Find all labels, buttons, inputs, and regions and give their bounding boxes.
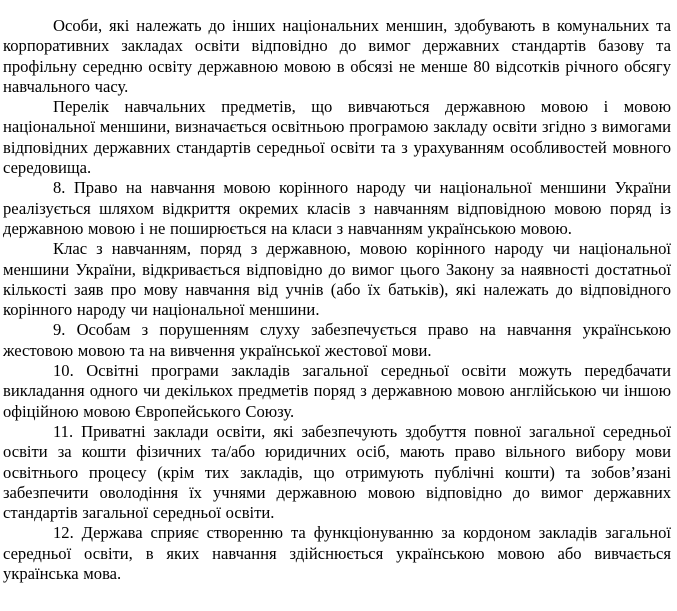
paragraph-subjects-list: Перелік навчальних предметів, що вивчаються державною мовою і мовою національної меншини, визначається освітньою програмою закладу освіти згідно з вимогами відповідних державних стандартів середньої освіти та з урахуванням особливостей мовного середовища. xyxy=(3,97,671,178)
paragraph-item-8: 8. Право на навчання мовою корінного народу чи національної меншини України реалізується шляхом відкриття окремих класів з навчанням відповідною мовою поряд із державною мовою і не поширюється на класи з навчанням українською мовою. xyxy=(3,178,671,238)
paragraph-other-minorities: Особи, які належать до інших національних меншин, здобувають в комунальних та корпоративних закладах освіти відповідно до вимог державних стандартів базову та профільну середню освіту державною мовою в обсязі не менше 80 відсотків річного обсягу навчального часу. xyxy=(3,16,671,96)
paragraph-item-12: 12. Держава сприяє створенню та функціонуванню за кордоном закладів загальної середньої освіти, в яких навчання здійснюється українською мовою або вивчається українська мова. xyxy=(3,523,671,584)
paragraph-item-10: 10. Освітні програми закладів загальної середньої освіти можуть передбачати викладання одного чи декількох предметів поряд з державною мовою англійською чи іншою офіційною мовою Європейського Союзу. xyxy=(3,361,671,421)
paragraph-class-opening: Клас з навчанням, поряд з державною, мовою корінного народу чи національної меншини України, відкривається відповідно до вимог цього Закону за наявності достатньої кількості заяв про мову навчання від учнів (або їх батьків), які належать до відповідного корінного народу чи національної меншини. xyxy=(3,239,671,320)
document-text-block xyxy=(3,16,671,584)
paragraph-item-11: 11. Приватні заклади освіти, які забезпечують здобуття повної загальної середньої освіти за кошти фізичних та/або юридичних осіб, мають право вільного вибору мови освітнього процесу (крім тих закладів, що отримують публічні кошти) та зобов’язані забезпечити оволодіння їх учнями державною мовою відповідно до вимог державних стандартів загальної середньої освіти. xyxy=(3,421,671,523)
paragraph-item-9: 9. Особам з порушенням слуху забезпечується право на навчання українською жестовою мовою та на вивчення української жестової мови. xyxy=(3,320,671,360)
